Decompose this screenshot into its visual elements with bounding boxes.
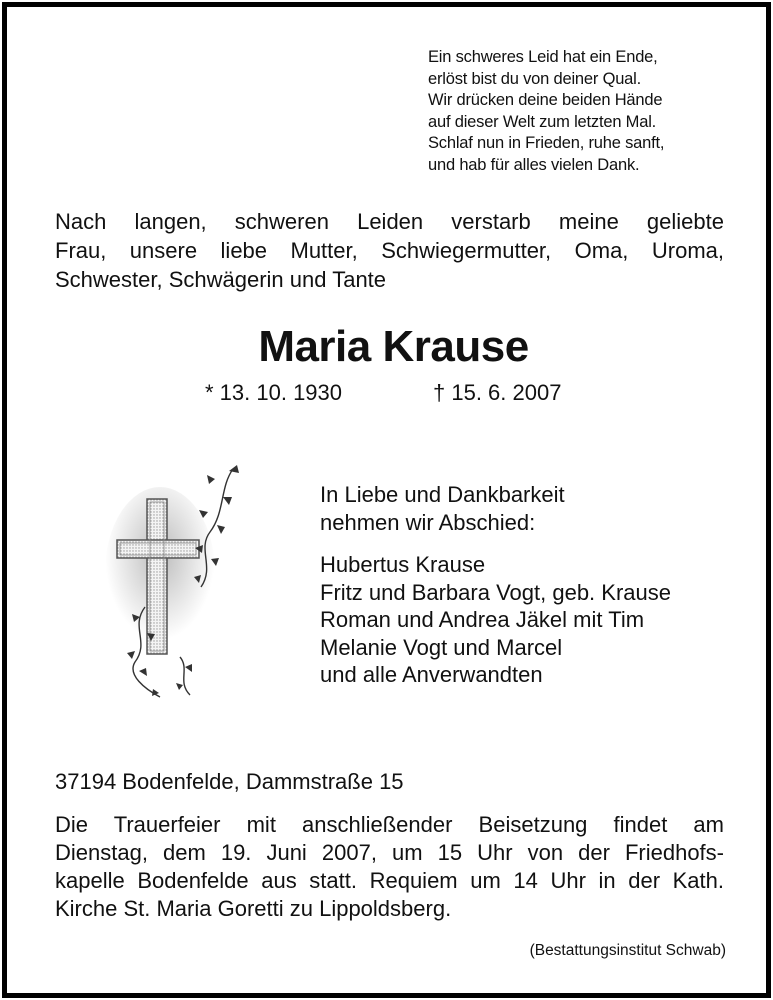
mourners-list: [320, 551, 671, 689]
ceremony-line: Die Trauerfeier mit anschließender Beisetzung findet am: [55, 812, 724, 837]
poem-line: auf dieser Welt zum letzten Mal.: [428, 112, 657, 131]
intro-line: Frau, unsere liebe Mutter, Schwiegermutter, Oma, Uroma,: [55, 238, 724, 263]
farewell-line: nehmen wir Abschied:: [320, 509, 536, 535]
poem-line: erlöst bist du von deiner Qual.: [428, 69, 642, 88]
ceremony-line: kapelle Bodenfelde aus statt. Requiem um 14 Uhr in der Kath.: [55, 868, 724, 893]
deceased-name: Maria Krause: [258, 322, 529, 371]
memorial-poem: [428, 47, 748, 176]
poem-line: Ein schweres Leid hat ein Ende,: [428, 48, 658, 66]
birth-date: * 13. 10. 1930: [205, 380, 343, 405]
poem-line: Wir drücken deine beiden Hände: [428, 91, 663, 109]
cross-icon: [105, 457, 245, 707]
funeral-home-credit: (Bestattungsinstitut Schwab): [529, 942, 726, 959]
farewell-text: [320, 481, 565, 536]
poem-line: Schlaf nun in Frieden, ruhe sanft,: [428, 134, 665, 152]
death-date: † 15. 6. 2007: [433, 380, 562, 405]
ceremony-line: Kirche St. Maria Goretti zu Lippoldsberg.: [55, 896, 452, 921]
ceremony-line: Dienstag, dem 19. Juni 2007, um 15 Uhr von der Friedhofs-: [55, 840, 724, 865]
mourner-name: Melanie Vogt und Marcel: [320, 634, 563, 660]
mourner-name: Hubertus Krause: [320, 552, 486, 577]
farewell-line: In Liebe und Dankbarkeit: [320, 482, 565, 507]
mourner-name: und alle Anverwandten: [320, 662, 543, 687]
intro-line: Nach langen, schweren Leiden verstarb meine geliebte: [55, 209, 724, 234]
poem-line: und hab für alles vielen Dank.: [428, 155, 640, 174]
mourning-address: 37194 Bodenfelde, Dammstraße 15: [55, 769, 404, 794]
intro-line: Schwester, Schwägerin und Tante: [55, 267, 387, 292]
obituary-notice: [2, 2, 771, 998]
ceremony-details: [55, 811, 724, 923]
intro-text: [55, 207, 724, 294]
mourner-name: Roman und Andrea Jäkel mit Tim: [320, 607, 645, 632]
mourner-name: Fritz und Barbara Vogt, geb. Krause: [320, 579, 671, 605]
